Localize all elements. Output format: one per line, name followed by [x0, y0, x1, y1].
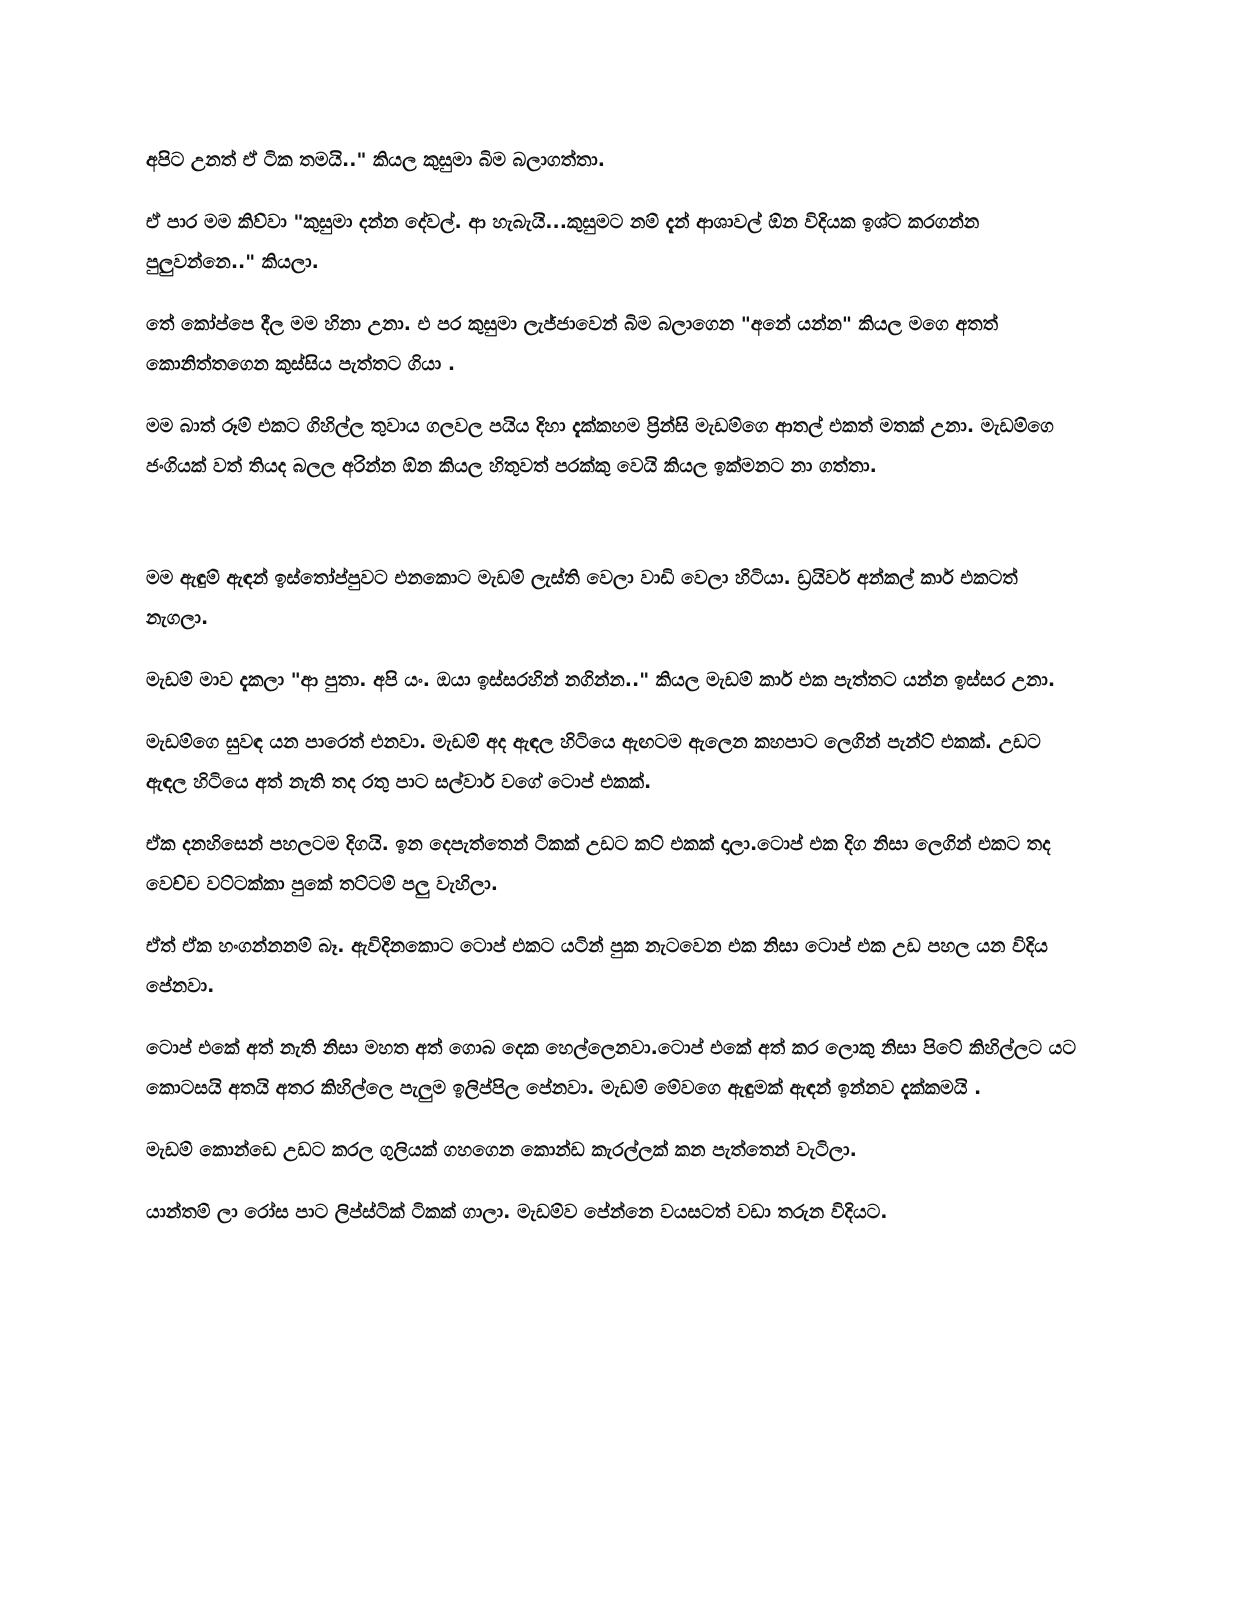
paragraph-3: තේ කෝප්පෙ දීල මම හිනා උනා. එ පර කුසුමා ලැජ්ජාවෙන් බිම බලාගෙන "අනේ යන්න" කියල මගෙ අතත් කොනිත්තගෙන කුස්සිය පැත්තට ගියා . — [146, 313, 999, 375]
paragraph-6: මැඩම් මාව දැකලා "ආ පුතා. අපි යං. ඔයා ඉස්සරහින් නගින්න.." කියල මැඩම් කාර් එක පැත්තට යන්න ඉස්සර උනා. — [146, 669, 1056, 691]
paragraph-4: මම බාත් රූම් එකට ගිහිල්ල තුවාය ගලවල පයිය දිහා දැක්කහම ප්‍රින්සි මැඩම්ගෙ ආතල් එකත් මතක් උනා. මැඩම්ගෙ ජංගියක් වත් තියද බලල අරින්න ඕන කියල හිතුවත් පරක්කු වෙයි කියල ඉක්මනට නා ගත්තා. — [146, 415, 1054, 477]
paragraph-10: ටොප් එකේ අත් නැති නිසා මහත අත් ගොබ දෙක හෙල්ලෙනවා.ටොප් එකේ අත් කර ලොකු නිසා පිටේ කිහිල්ලට යට කොටසයි අතයි අතර කිහිල්ලෙ පැලුම ඉලිප්පිල පේනවා. මැඩම් මේවගෙ ඇඳුමක් ඇඳන් ඉන්නව දැක්කමයි . — [146, 1037, 1077, 1099]
document-body — [146, 140, 1076, 1254]
paragraph-1: අපිට උනත් ඒ ටික තමයි.." කියල කුසුමා බිම බලාගත්තා. — [146, 149, 605, 171]
paragraph-7: මැඩම්ගෙ සුවඳ යන පාරෙත් එනවා. මැඩම් අද ඇඳල හිටියෙ ඇඟටම ඇලෙන කහපාට ලෙගින් පැන්ට් එකක්. උඩට ඇඳල හිටියෙ අත් නැති තද රතු පාට සල්වාර් වගේ ටොප් එකක්. — [146, 731, 1041, 793]
paragraph-12: යාන්තම් ලා රෝස පාට ලිප්ස්ටික් ටිකක් ගාලා. මැඩම්ව පේන්නෙ වයසටත් වඩා තරුන විදියට. — [146, 1201, 888, 1223]
paragraph-8: ඒක දනහිසෙන් පහලටම දිගයි. ඉන දෙපැත්තෙන් ටිකක් උඩට කට් එකක් දාලා.ටොප් එක දිග නිසා ලෙගින් එකට තද වෙච්ච වට්ටක්කා පුකේ තට්ටම් පලු වැහිලා. — [146, 833, 1051, 895]
paragraph-2: ඒ පාර මම කිව්වා "කුසුමා දන්න දේවල්. ආ හැබැයි...කුසුමට නම් දැන් ආශාවල් ඕන විදියක ඉශ්ට කරගන්න පුලුවන්නෙ.." කියලා. — [146, 211, 980, 273]
paragraph-11: මැඩම් කොන්ඩෙ උඩට කරල ගුලියක් ගහගෙන කොන්ඩ කැරල්ලක් කන පැත්තෙන් වැටිලා. — [146, 1139, 857, 1161]
paragraph-9: ඒත් ඒක හංගන්නනම් බෑ. ඇවිදිනකොට ටොප් එකට යටින් පුක නැටවෙන එක නිසා ටොප් එක උඩ පහල යන විදිය පේනවා. — [146, 935, 1048, 997]
paragraph-5: මම ඇඳුම් ඇඳන් ඉස්තෝප්පුවට එනකොට මැඩම් ලැස්ති වෙලා වාඩි වෙලා හිටියා. ඩ්‍රයිවර් අන්කල් කාර් එකටත් නැගලා. — [146, 567, 1018, 629]
